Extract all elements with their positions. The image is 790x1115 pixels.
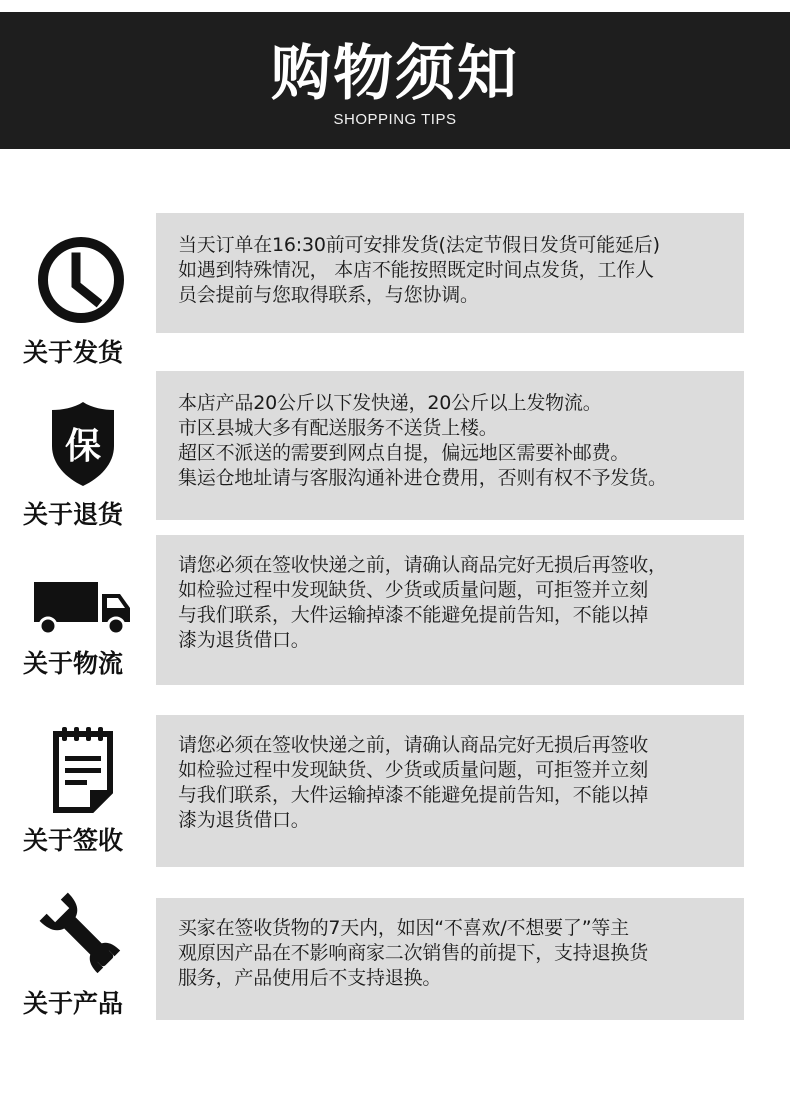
clock-icon — [36, 235, 136, 325]
section-label: 关于发货 — [23, 338, 124, 367]
info-line: 如检验过程中发现缺货、少货或质量问题，可拒签并立刻 — [178, 759, 649, 781]
info-line: 漆为退货借口。 — [178, 629, 310, 651]
info-box — [156, 715, 744, 867]
info-line: 漆为退货借口。 — [178, 809, 310, 831]
info-line: 请您必须在签收快递之前，请确认商品完好无损后再签收， — [178, 554, 667, 576]
page-subtitle: SHOPPING TIPS — [333, 111, 457, 128]
wrench-icon — [36, 889, 136, 981]
shield-glyph: 保 — [64, 426, 102, 467]
info-line: 员会提前与您取得联系，与您协调。 — [178, 284, 479, 306]
section-label: 关于物流 — [23, 649, 124, 678]
info-line: 如遇到特殊情况， 本店不能按照既定时间点发货，工作人 — [178, 259, 654, 281]
info-line: 市区县城大多有配送服务不送货上楼。 — [178, 417, 498, 439]
info-line: 买家在签收货物的7天内，如因“不喜欢/不想要了”等主 — [178, 917, 629, 939]
info-box — [156, 371, 744, 520]
section-label: 关于产品 — [23, 989, 124, 1018]
info-box — [156, 213, 744, 333]
info-line: 与我们联系，大件运输掉漆不能避免提前告知，不能以掉 — [178, 784, 649, 806]
shield-icon — [48, 400, 148, 488]
info-line: 本店产品20公斤以下发快递，20公斤以上发物流。 — [178, 392, 602, 414]
info-line: 当天订单在16:30前可安排发货(法定节假日发货可能延后) — [178, 234, 660, 256]
info-line: 观原因产品在不影响商家二次销售的前提下，支持退换货 — [178, 942, 649, 964]
notepad-icon — [52, 726, 152, 814]
section-label: 关于退货 — [23, 500, 124, 529]
top-gap — [0, 0, 790, 12]
info-box — [156, 535, 744, 685]
page-title: 购物须知 — [271, 39, 519, 109]
info-line: 请您必须在签收快递之前，请确认商品完好无损后再签收 — [178, 734, 649, 756]
info-line: 超区不派送的需要到网点自提，偏远地区需要补邮费。 — [178, 442, 630, 464]
info-line: 与我们联系，大件运输掉漆不能避免提前告知，不能以掉 — [178, 604, 649, 626]
info-line: 集运仓地址请与客服沟通补进仓费用，否则有权不予发货。 — [178, 467, 667, 489]
header-banner — [0, 12, 790, 149]
info-box — [156, 898, 744, 1020]
info-line: 服务，产品使用后不支持退换。 — [178, 967, 442, 989]
section-label: 关于签收 — [23, 826, 124, 855]
info-line: 如检验过程中发现缺货、少货或质量问题，可拒签并立刻 — [178, 579, 649, 601]
truck-icon — [32, 580, 132, 636]
